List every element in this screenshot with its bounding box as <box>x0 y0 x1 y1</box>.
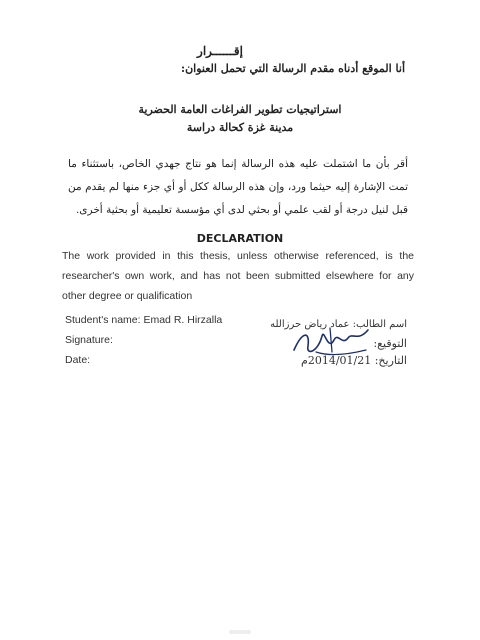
arabic-student-name-label: اسم الطالب: عماد رياض حرزالله <box>270 319 407 330</box>
arabic-signature-label: التوقيع: <box>373 337 407 350</box>
arabic-thesis-title-line1: استراتيجيات تطوير الفراغات العامة الحضرية <box>138 103 342 116</box>
scan-mark <box>229 630 251 634</box>
handwritten-signature-icon <box>288 322 374 362</box>
arabic-body: أقر بأن ما اشتملت عليه هذه الرسالة إنما هو نتاج جهدي الخاص، باستثناء ما تمت الإشارة إليه حيثما ورد، وإن هذه الرسالة ككل أو أي جزء منها لم يقدم من قبل لنيل درجة أو لقب علمي أو بحثي لدى أي مؤسسة تعليمية أو بحثية أخرى. <box>68 158 408 216</box>
arabic-title: إقــــــرار <box>197 44 243 58</box>
arabic-date-label: التاريخ: 2014/01/21م <box>301 354 407 367</box>
english-body: The work provided in this thesis, unless otherwise referenced, is the researcher's own work, and has not been submitted elsewhere for any other degree or qualification <box>62 250 414 302</box>
arabic-intro: أنا الموقع أدناه مقدم الرسالة التي تحمل العنوان: <box>181 62 405 75</box>
english-title: DECLARATION <box>196 232 284 245</box>
arabic-thesis-title-line2: مدينة غزة كحالة دراسة <box>186 121 294 134</box>
signature-label: Signature: <box>65 334 113 346</box>
student-name-label: Student's name: Emad R. Hirzalla <box>65 314 223 326</box>
date-label: Date: <box>65 354 91 366</box>
